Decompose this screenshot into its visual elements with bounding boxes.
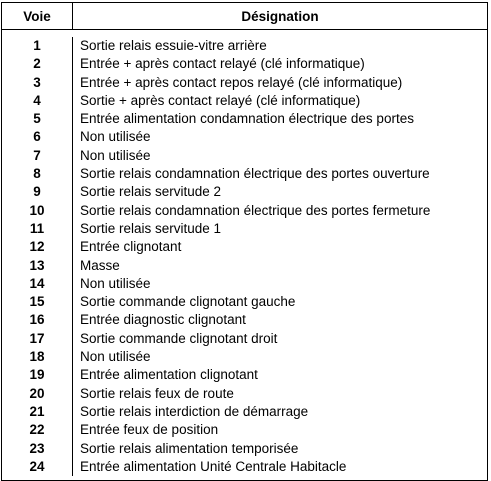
voie-number: 10 [29,202,45,218]
designation-text: Sortie relais essuie-vitre arrière [80,38,267,53]
designation-text: Entrée alimentation Unité Centrale Habitacle [80,458,347,474]
voie-number: 13 [29,257,45,273]
voie-number: 24 [29,458,45,474]
designation-text: Sortie commande clignotant gauche [80,294,296,310]
voie-number: 18 [29,349,45,365]
designation-list [73,37,487,476]
header-designation: Désignation [241,8,319,24]
designation-text: Sortie relais condamnation électrique des portes ouverture [80,166,430,182]
voie-number: 14 [29,275,45,291]
voie-number: 22 [29,422,45,438]
voie-number: 5 [33,111,41,127]
voie-list [2,37,72,476]
designation-text: Sortie relais alimentation temporisée [80,440,299,456]
designation-text: Non utilisée [80,349,151,365]
voie-number: 16 [29,312,45,328]
designation-column [73,37,487,476]
designation-text: Sortie relais servitude 2 [80,184,222,200]
designation-text: Entrée alimentation condamnation électrique des portes [80,111,414,127]
voie-number: 21 [29,403,45,419]
header-voie: Voie [2,3,73,29]
voie-number: 15 [29,294,45,310]
designation-text: Non utilisée [80,275,151,291]
voie-number: 17 [29,330,45,346]
pin-table [1,2,488,481]
voie-number: 19 [29,367,45,383]
designation-text: Masse [80,257,120,273]
voie-number: 6 [33,129,41,145]
voie-number: 9 [33,184,41,200]
designation-text: Sortie relais condamnation électrique des portes fermeture [80,202,431,218]
voie-number: 11 [29,220,45,236]
designation-text: Entrée diagnostic clignotant [80,312,246,328]
designation-text: Entrée + après contact relayé (clé informatique) [80,56,365,72]
voie-number: 4 [33,92,41,108]
voie-number: 3 [33,74,41,90]
designation-text: Entrée clignotant [80,239,182,255]
voie-number: 12 [29,239,45,255]
table-header [2,3,487,30]
designation-text: Non utilisée [80,147,151,163]
designation-text: Entrée alimentation clignotant [80,367,258,383]
designation-text: Sortie relais servitude 1 [80,220,222,236]
voie-number: 23 [29,440,45,456]
voie-number: 8 [33,166,41,182]
voie-number: 7 [33,147,41,163]
designation-text: Sortie + après contact relayé (clé informatique) [80,92,361,108]
designation-text: Non utilisée [80,129,151,145]
designation-text: Sortie relais interdiction de démarrage [80,403,309,419]
designation-text: Sortie commande clignotant droit [80,330,278,346]
voie-column [2,37,73,476]
voie-number: 1 [33,38,41,53]
designation-text: Entrée + après contact repos relayé (clé informatique) [80,74,403,90]
voie-number: 2 [33,56,41,72]
designation-text: Sortie relais feux de route [80,385,234,401]
voie-number: 20 [29,385,45,401]
designation-text: Entrée feux de position [80,422,219,438]
table-body [2,30,487,480]
